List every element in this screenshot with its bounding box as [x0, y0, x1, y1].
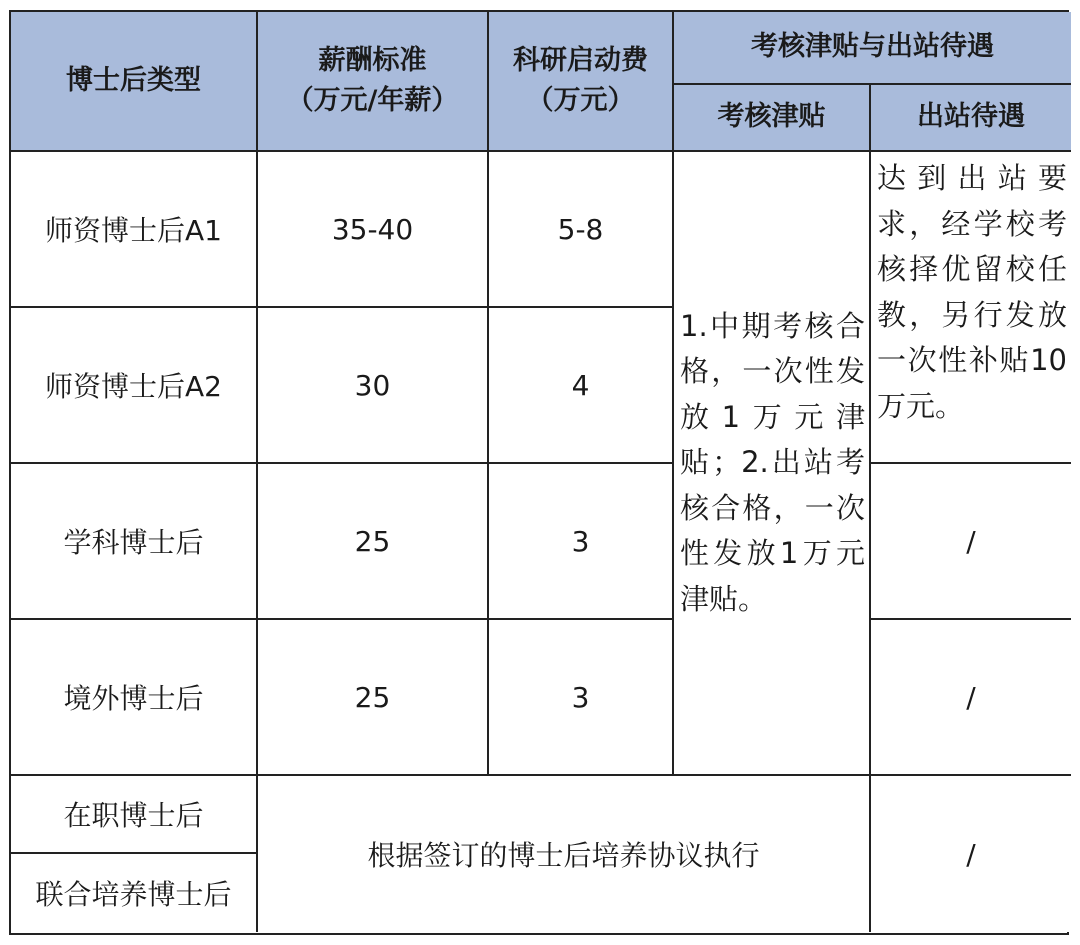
- assessment-allowance-cell: [674, 152, 871, 776]
- header-salary-line1: 薪酬标准: [318, 44, 427, 76]
- header-startup: [489, 12, 674, 152]
- agreement-merged-cell: 根据签订的博士后培养协议执行: [258, 776, 871, 932]
- postdoc-table: [9, 10, 1069, 935]
- row-type: 学科博士后: [11, 464, 258, 620]
- header-salary-line2: （万元/年薪）: [286, 85, 459, 116]
- row-startup: 4: [489, 308, 674, 464]
- header-startup-line1: 科研启动费: [513, 44, 648, 76]
- header-exit: [871, 85, 1071, 152]
- row-startup: 5-8: [489, 152, 674, 308]
- row-salary: 25: [258, 620, 489, 776]
- header-type: [11, 12, 258, 152]
- row-startup: 3: [489, 464, 674, 620]
- row-type: 境外博士后: [11, 620, 258, 776]
- row-salary: 35-40: [258, 152, 489, 308]
- exit-teacher-cell: 达到出站要求，经学校考核择优留校任教，另行发放一次性补贴10万元。: [871, 152, 1071, 464]
- header-group-label: 考核津贴与出站待遇: [751, 31, 994, 63]
- row-type: 师资博士后A1: [11, 152, 258, 308]
- assessment-allowance-text: 1.中期考核合格，一次性发放1万元津贴；2.出站考核合格，一次性发放1万元津贴。: [680, 308, 865, 616]
- header-assessment: [674, 85, 871, 152]
- row-type-joint: 联合培养博士后: [11, 854, 258, 932]
- exit-overseas-cell: /: [871, 620, 1071, 776]
- row-salary: 30: [258, 308, 489, 464]
- header-group: [674, 12, 1071, 85]
- header-type-label: 博士后类型: [66, 64, 201, 96]
- header-assessment-label: 考核津贴: [717, 101, 826, 133]
- row-type: 师资博士后A2: [11, 308, 258, 464]
- exit-discipline-cell: /: [871, 464, 1071, 620]
- row-type-onjob: 在职博士后: [11, 776, 258, 854]
- header-exit-label: 出站待遇: [917, 101, 1025, 133]
- row-startup: 3: [489, 620, 674, 776]
- row-salary: 25: [258, 464, 489, 620]
- bottom-exit-cell: /: [871, 776, 1071, 932]
- header-startup-line2: （万元）: [526, 85, 635, 116]
- header-salary: [258, 12, 489, 152]
